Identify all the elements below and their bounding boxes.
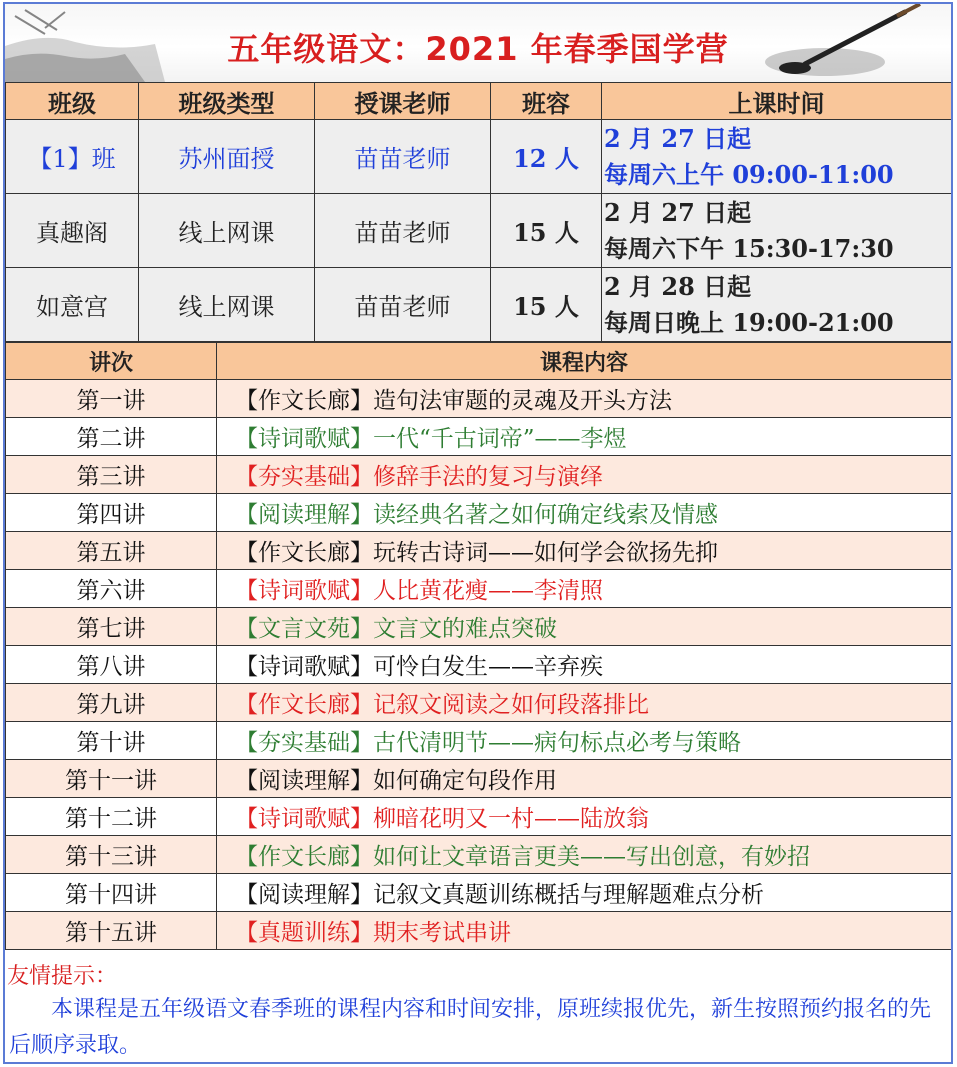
lecture-topic: 一代“千古词帝”——李煜 [373,426,627,452]
lecture-content [217,684,952,722]
lecture-category: 【诗词歌赋】 [235,578,373,604]
lecture-content [217,608,952,646]
class-row [6,194,952,268]
class-table-header [6,83,952,120]
lecture-content [217,646,952,684]
course-table-header [6,343,952,380]
lecture-topic: 如何确定句段作用 [373,768,557,794]
class-name: 如意宫 [6,268,139,342]
course-row [6,570,952,608]
course-row [6,684,952,722]
course-row [6,456,952,494]
class-time [602,120,952,194]
class-teacher: 苗苗老师 [315,268,491,342]
course-row [6,494,952,532]
lecture-category: 【诗词歌赋】 [235,654,373,680]
header-lecture: 讲次 [6,343,217,380]
lecture-topic: 柳暗花明又一村——陆放翁 [373,806,649,832]
course-row [6,608,952,646]
class-teacher: 苗苗老师 [315,194,491,268]
lecture-category: 【真题训练】 [235,920,373,946]
lecture-content [217,798,952,836]
lecture-category: 【作文长廊】 [235,844,373,870]
lecture-number: 第二讲 [6,418,217,456]
class-teacher: 苗苗老师 [315,120,491,194]
lecture-number: 第十四讲 [6,874,217,912]
lecture-number: 第五讲 [6,532,217,570]
course-row [6,722,952,760]
lecture-category: 【夯实基础】 [235,730,373,756]
header-capacity: 班容 [491,83,602,120]
lecture-topic: 人比黄花瘦——李清照 [373,578,603,604]
lecture-content [217,722,952,760]
lecture-topic: 修辞手法的复习与演绎 [373,464,603,490]
class-type: 苏州面授 [139,120,315,194]
lecture-number: 第四讲 [6,494,217,532]
class-capacity: 12 人 [491,120,602,194]
lecture-topic: 文言文的难点突破 [373,616,557,642]
tip-title: 友情提示： [7,964,118,989]
course-row [6,836,952,874]
schedule-sheet [3,2,953,1064]
course-row [6,418,952,456]
lecture-content [217,494,952,532]
course-row [6,798,952,836]
class-row [6,268,952,342]
class-time [602,194,952,268]
lecture-number: 第九讲 [6,684,217,722]
lecture-category: 【阅读理解】 [235,502,373,528]
lecture-number: 第十讲 [6,722,217,760]
lecture-topic: 玩转古诗词——如何学会欲扬先抑 [373,540,718,566]
course-table [5,342,952,950]
lecture-category: 【文言文苑】 [235,616,373,642]
lecture-content [217,380,952,418]
time-start: 2 月 28 日起 [604,271,752,301]
lecture-number: 第八讲 [6,646,217,684]
lecture-content [217,912,952,950]
lecture-number: 第三讲 [6,456,217,494]
title-banner [5,4,951,83]
lecture-content [217,418,952,456]
lecture-number: 第十三讲 [6,836,217,874]
lecture-content [217,760,952,798]
course-row [6,380,952,418]
lecture-number: 第六讲 [6,570,217,608]
lecture-content [217,836,952,874]
class-type: 线上网课 [139,194,315,268]
course-row [6,760,952,798]
lecture-content [217,456,952,494]
class-name: 真趣阁 [6,194,139,268]
header-class: 班级 [6,83,139,120]
lecture-content [217,874,952,912]
lecture-number: 第十一讲 [6,760,217,798]
class-info-table [5,82,952,342]
lecture-category: 【诗词歌赋】 [235,426,373,452]
course-rows [6,380,952,950]
lecture-topic: 期末考试串讲 [373,920,511,946]
lecture-category: 【作文长廊】 [235,388,373,414]
class-capacity: 15 人 [491,268,602,342]
lecture-topic: 造句法审题的灵魂及开头方法 [373,388,672,414]
lecture-topic: 古代清明节——病句标点必考与策略 [373,730,741,756]
lecture-category: 【作文长廊】 [235,692,373,718]
lecture-category: 【阅读理解】 [235,768,373,794]
course-row [6,532,952,570]
class-row [6,120,952,194]
class-type: 线上网课 [139,268,315,342]
class-name: 【1】班 [6,120,139,194]
class-time [602,268,952,342]
lecture-topic: 记叙文阅读之如何段落排比 [373,692,649,718]
lecture-category: 【阅读理解】 [235,882,373,908]
lecture-category: 【诗词歌赋】 [235,806,373,832]
lecture-content [217,570,952,608]
lecture-number: 第一讲 [6,380,217,418]
lecture-number: 第七讲 [6,608,217,646]
tip-text: 本课程是五年级语文春季班的课程内容和时间安排，原班续报优先，新生按照预约报名的先后顺序录取。 [9,997,932,1058]
lecture-topic: 读经典名著之如何确定线索及情感 [373,502,718,528]
course-row [6,874,952,912]
time-slot: 每周六上午 09:00-11:00 [604,159,894,189]
time-start: 2 月 27 日起 [604,197,752,227]
lecture-number: 第十五讲 [6,912,217,950]
page-title: 五年级语文：2021 年春季国学营 [227,30,729,68]
class-capacity: 15 人 [491,194,602,268]
course-row [6,646,952,684]
header-content: 课程内容 [217,343,952,380]
time-slot: 每周六下午 15:30-17:30 [604,233,894,263]
header-type: 班级类型 [139,83,315,120]
lecture-topic: 记叙文真题训练概括与理解题难点分析 [373,882,764,908]
header-teacher: 授课老师 [315,83,491,120]
time-start: 2 月 27 日起 [604,123,752,153]
lecture-category: 【夯实基础】 [235,464,373,490]
time-slot: 每周日晚上 19:00-21:00 [604,307,894,337]
course-row [6,912,952,950]
lecture-number: 第十二讲 [6,798,217,836]
header-time: 上课时间 [602,83,952,120]
lecture-category: 【作文长廊】 [235,540,373,566]
lecture-content [217,532,952,570]
lecture-topic: 可怜白发生——辛弃疾 [373,654,603,680]
lecture-topic: 如何让文章语言更美——写出创意，有妙招 [373,844,810,870]
